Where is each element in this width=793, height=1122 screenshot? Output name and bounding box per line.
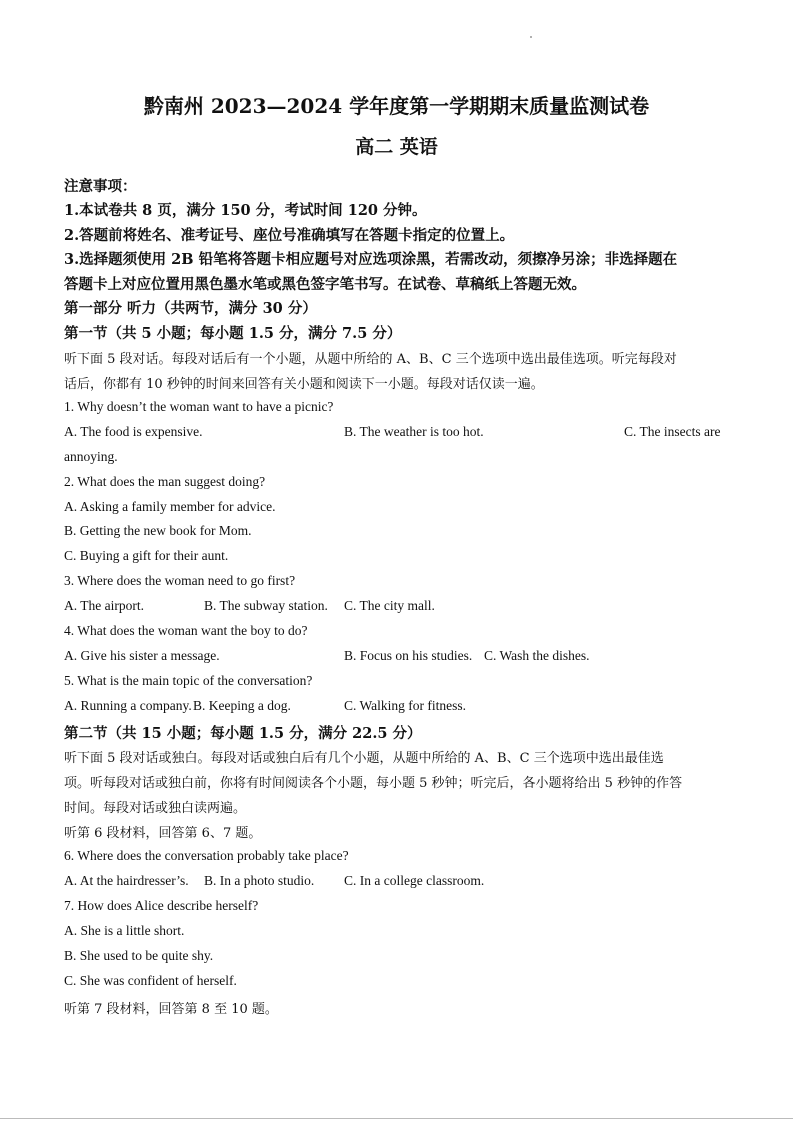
q7-option-c: C. She was confident of herself. — [64, 973, 237, 988]
section1-heading: 第一节（共 5 小题；每小题 1.5 分，满分 7.5 分） — [64, 325, 402, 342]
q6-option-a: A. At the hairdresser’s. — [64, 873, 189, 888]
material-6-instruction: 听第 6 段材料，回答第 6、7 题。 — [64, 826, 262, 841]
exam-title: 黔南州 2023—2024 学年度第一学期期末质量监测试卷 — [143, 94, 650, 118]
q4-option-b: B. Focus on his studies. — [344, 648, 473, 663]
q4-stem: 4. What does the woman want the boy to do? — [64, 623, 308, 638]
q7-stem: 7. How does Alice describe herself? — [64, 898, 259, 913]
q2-option-c: C. Buying a gift for their aunt. — [64, 548, 229, 563]
q5-option-a: A. Running a company. — [64, 698, 192, 713]
section2-instruction-line-2: 项。听每段对话或独白前，你将有时间阅读各个小题，每小题 5 秒钟；听完后，各小题将给出 5 秒钟的作答 — [64, 776, 683, 791]
q2-stem: 2. What does the man suggest doing? — [64, 474, 266, 489]
q3-option-b: B. The subway station. — [204, 598, 328, 613]
part1-heading: 第一部分 听力（共两节，满分 30 分） — [64, 300, 317, 317]
q3-stem: 3. Where does the woman need to go first? — [64, 573, 296, 588]
q2-option-a: A. Asking a family member for advice. — [64, 499, 276, 514]
notice-item-1: 1.本试卷共 8 页，满分 150 分，考试时间 120 分钟。 — [64, 202, 427, 219]
section2-heading: 第二节（共 15 小题；每小题 1.5 分，满分 22.5 分） — [64, 725, 422, 742]
exam-subject: 高二 英语 — [355, 136, 438, 158]
q6-option-b: B. In a photo studio. — [204, 873, 315, 888]
q1-option-c: C. The insects are — [624, 424, 721, 439]
q7-option-b: B. She used to be quite shy. — [64, 948, 214, 963]
q1-option-a: A. The food is expensive. — [64, 424, 203, 439]
section1-instruction-line-1: 听下面 5 段对话。每段对话后有一个小题，从题中所给的 A、B、C 三个选项中选出最佳选项。听完每段对 — [64, 352, 677, 367]
q1-stem: 1. Why doesn’t the woman want to have a picnic? — [64, 399, 334, 414]
material-7-instruction: 听第 7 段材料，回答第 8 至 10 题。 — [64, 1002, 278, 1017]
q1-option-b: B. The weather is too hot. — [344, 424, 484, 439]
q4-option-c: C. Wash the dishes. — [484, 648, 590, 663]
section2-instruction-line-1: 听下面 5 段对话或独白。每段对话或独白后有几个小题，从题中所给的 A、B、C 三个选项中选出最佳选 — [64, 751, 664, 766]
section2-instruction-line-3: 时间。每段对话或独白读两遍。 — [64, 801, 247, 816]
section1-instruction-line-2: 话后，你都有 10 秒钟的时间来回答有关小题和阅读下一小题。每段对话仅读一遍。 — [64, 377, 544, 392]
page-bottom-rule — [0, 1118, 793, 1119]
notice-item-3-line-1: 3.选择题须使用 2B 铅笔将答题卡相应题号对应选项涂黑，若需改动，须擦净另涂；非选择题在 — [64, 251, 678, 268]
q6-stem: 6. Where does the conversation probably take place? — [64, 848, 349, 863]
q5-stem: 5. What is the main topic of the conversation? — [64, 673, 313, 688]
q5-option-b: B. Keeping a dog. — [193, 698, 291, 713]
q1-option-c-continued: annoying. — [64, 449, 118, 464]
q2-option-b: B. Getting the new book for Mom. — [64, 523, 252, 538]
notice-heading: 注意事项： — [64, 178, 137, 195]
q6-option-c: C. In a college classroom. — [344, 873, 485, 888]
scan-speck — [530, 36, 532, 38]
q3-option-a: A. The airport. — [64, 598, 144, 613]
q3-option-c: C. The city mall. — [344, 598, 435, 613]
q7-option-a: A. She is a little short. — [64, 923, 185, 938]
notice-item-3-line-2: 答题卡上对应位置用黑色墨水笔或黑色签字笔书写。在试卷、草稿纸上答题无效。 — [64, 276, 586, 293]
q4-option-a: A. Give his sister a message. — [64, 648, 220, 663]
q5-option-c: C. Walking for fitness. — [344, 698, 467, 713]
notice-item-2: 2.答题前将姓名、准考证号、座位号准确填写在答题卡指定的位置上。 — [64, 227, 515, 244]
